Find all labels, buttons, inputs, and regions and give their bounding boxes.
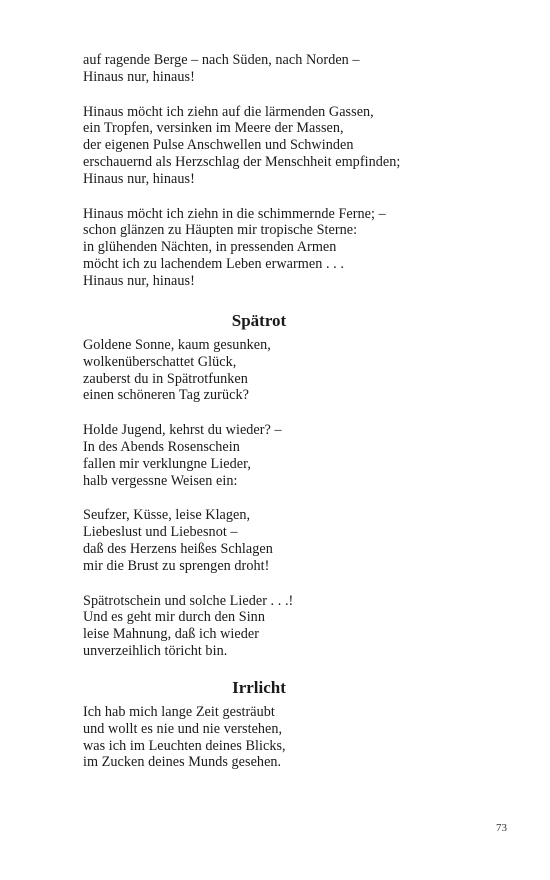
poem-spaetrot [83,337,483,678]
stanza [83,104,483,188]
stanza [83,507,483,574]
verse-line: Hinaus möcht ich ziehn auf die lärmenden Gassen, [83,103,374,120]
verse-line: In des Abends Rosenschein [83,438,240,455]
verse-line: Hinaus nur, hinaus! [83,170,195,187]
stanza [83,593,483,660]
verse-line: erschauernd als Herzschlag der Menschheit empfinden; [83,153,401,170]
verse-line: Hinaus nur, hinaus! [83,272,195,289]
stanza [83,206,483,290]
stanza [83,52,483,86]
verse-line: Und es geht mir durch den Sinn [83,609,265,626]
stanza [83,422,483,489]
poem-irrlicht [83,704,483,789]
verse-line: daß des Herzens heißes Schlagen [83,540,273,557]
stanza [83,337,483,404]
verse-line: im Zucken deines Munds gesehen. [83,754,282,771]
verse-line: einen schöneren Tag zurück? [83,387,249,404]
verse-line: zauberst du in Spätrotfunken [83,370,248,387]
verse-line: wolkenüberschattet Glück, [83,353,237,370]
verse-line: der eigenen Pulse Anschwellen und Schwinden [83,137,354,154]
verse-line: Holde Jugend, kehrst du wieder? – [83,422,282,439]
verse-line: unverzeihlich töricht bin. [83,642,228,659]
verse-line: und wollt es nie und nie verstehen, [83,720,283,737]
verse-line: auf ragende Berge – nach Süden, nach Norden – [83,52,360,68]
verse-line: ein Tropfen, versinken im Meere der Massen, [83,120,344,137]
poem-title-irrlicht: Irrlicht [232,678,286,697]
verse-line: schon glänzen zu Häupten mir tropische Sterne: [83,222,358,239]
verse-line: was ich im Leuchten deines Blicks, [83,737,286,754]
verse-line: Hinaus nur, hinaus! [83,68,195,85]
poem-continuation [83,52,483,308]
verse-line: in glühenden Nächten, in pressenden Armen [83,239,337,256]
verse-line: Liebeslust und Liebesnot – [83,524,238,541]
verse-line: Goldene Sonne, kaum gesunken, [83,337,271,353]
verse-line: halb vergessne Weisen ein: [83,472,238,489]
verse-line: leise Mahnung, daß ich wieder [83,626,259,643]
verse-line: fallen mir verklungne Lieder, [83,455,251,472]
verse-line: Ich hab mich lange Zeit gesträubt [83,704,275,720]
poem-title-spaetrot: Spätrot [231,311,287,330]
verse-line: möcht ich zu lachendem Leben erwarmen . . . [83,255,344,272]
verse-line: Spätrotschein und solche Lieder . . .! [83,592,294,609]
verse-line: Hinaus möcht ich ziehn in die schimmernde Ferne; – [83,205,386,222]
verse-line: mir die Brust zu sprengen droht! [83,557,270,574]
verse-line: Seufzer, Küsse, leise Klagen, [83,507,251,524]
stanza [83,704,483,771]
page-number: 73 [496,822,507,834]
